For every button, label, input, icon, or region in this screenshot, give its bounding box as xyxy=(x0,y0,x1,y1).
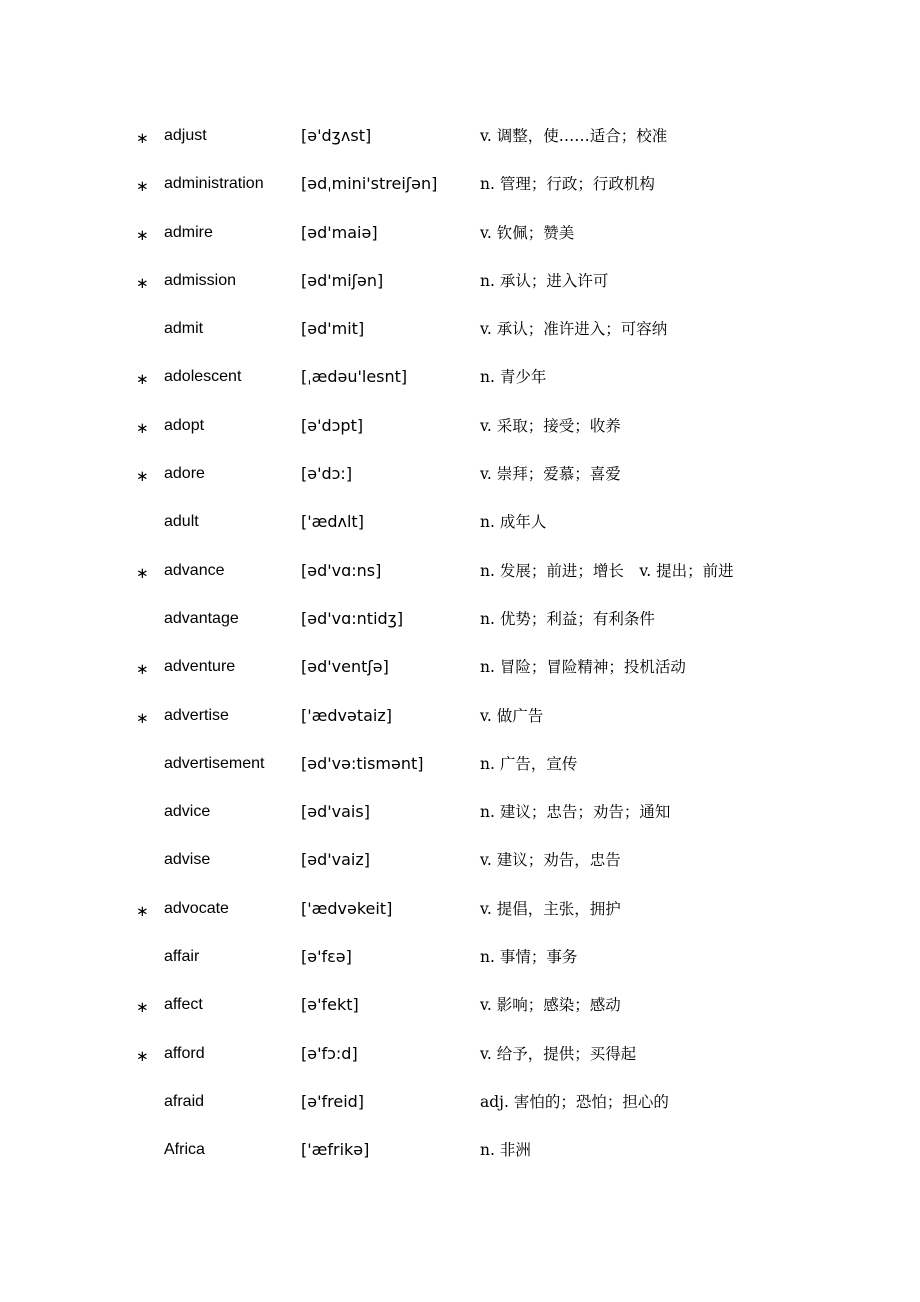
key-word-star: ∗ xyxy=(136,708,149,727)
word: administration xyxy=(164,175,264,193)
definition: v. 建议；劝告，忠告 xyxy=(480,851,621,870)
phonetic: ['æfrikə] xyxy=(301,1140,370,1160)
word: adult xyxy=(164,513,199,531)
definition: adj. 害怕的；恐怕；担心的 xyxy=(480,1092,669,1111)
phonetic: [ə'fekt] xyxy=(301,995,359,1015)
definition: n. 承认；进入许可 xyxy=(480,271,609,290)
definition: v. 采取；接受；收养 xyxy=(480,416,621,435)
phonetic: [ədˌmini'streiʃən] xyxy=(301,174,438,194)
vocab-entry xyxy=(0,112,920,160)
vocab-entry xyxy=(0,450,920,498)
word: adjust xyxy=(164,127,207,144)
phonetic: [ə'dɔpt] xyxy=(301,415,364,435)
key-word-star: ∗ xyxy=(136,129,149,147)
key-word-star: ∗ xyxy=(136,660,149,679)
vocab-entry xyxy=(0,788,920,836)
key-word-star: ∗ xyxy=(136,901,149,920)
definition: n. 广告，宣传 xyxy=(480,754,578,773)
definition: v. 做广告 xyxy=(480,706,544,725)
word: advance xyxy=(164,561,225,579)
phonetic: [əd'maiə] xyxy=(301,222,378,242)
definition: v. 调整，使……适合；校准 xyxy=(480,127,668,145)
vocab-entry xyxy=(0,836,920,884)
vocab-entry xyxy=(0,160,920,208)
word: adore xyxy=(164,465,205,483)
phonetic: [ə'fεə] xyxy=(301,947,352,967)
key-word-star: ∗ xyxy=(136,273,149,292)
phonetic: ['ædvətaiz] xyxy=(301,705,392,725)
definition: n. 事情；事务 xyxy=(480,948,578,967)
phonetic: [ə'dɔ:] xyxy=(301,464,353,484)
key-word-star: ∗ xyxy=(136,225,149,244)
vocab-entry xyxy=(0,933,920,981)
word: Africa xyxy=(164,1141,205,1159)
vocab-entry xyxy=(0,257,920,305)
key-word-star: ∗ xyxy=(136,177,149,196)
key-word-star: ∗ xyxy=(136,467,149,486)
phonetic: [ˌædəu'lesnt] xyxy=(301,367,408,387)
word: admire xyxy=(164,223,213,241)
word: advice xyxy=(164,803,211,821)
word: admit xyxy=(164,320,204,338)
phonetic: ['ædvəkeit] xyxy=(301,898,393,918)
word: afford xyxy=(164,1044,205,1062)
vocabulary-list xyxy=(0,112,920,1175)
word: affair xyxy=(164,948,200,966)
word: admission xyxy=(164,271,237,289)
phonetic: [ə'dʒʌst] xyxy=(301,126,372,145)
vocab-entry xyxy=(0,643,920,691)
vocab-entry xyxy=(0,1030,920,1078)
definition: n. 非洲 xyxy=(480,1141,531,1160)
vocab-entry xyxy=(0,1078,920,1126)
word: adopt xyxy=(164,416,205,434)
phonetic: [əd'və:tismənt] xyxy=(301,753,424,773)
vocab-entry xyxy=(0,1126,920,1174)
definition: n. 优势；利益；有利条件 xyxy=(480,609,655,628)
definition: v. 影响；感染；感动 xyxy=(480,996,621,1015)
definition: n. 管理；行政；行政机构 xyxy=(480,175,655,194)
definition: v. 提倡，主张，拥护 xyxy=(480,899,621,918)
vocab-entry xyxy=(0,547,920,595)
key-word-star: ∗ xyxy=(136,998,149,1017)
key-word-star: ∗ xyxy=(136,563,149,582)
phonetic: ['ædʌlt] xyxy=(301,512,364,532)
word: advocate xyxy=(164,899,229,917)
phonetic: [ə'fɔ:d] xyxy=(301,1043,358,1063)
phonetic: [əd'vaiz] xyxy=(301,850,370,870)
definition: n. 青少年 xyxy=(480,368,547,387)
word: advertise xyxy=(164,706,229,724)
definition: v. 钦佩；赞美 xyxy=(480,223,575,242)
word: adventure xyxy=(164,658,236,676)
definition: n. 冒险；冒险精神；投机活动 xyxy=(480,658,686,677)
word: advise xyxy=(164,851,211,869)
vocab-entry xyxy=(0,981,920,1029)
phonetic: [əd'vais] xyxy=(301,802,370,822)
definition: n. 发展；前进；增长 v. 提出；前进 xyxy=(480,561,734,580)
key-word-star: ∗ xyxy=(136,418,149,437)
vocab-entry xyxy=(0,595,920,643)
vocab-entry xyxy=(0,498,920,546)
definition: v. 崇拜；爱慕；喜爱 xyxy=(480,465,621,484)
vocab-entry xyxy=(0,402,920,450)
word: advantage xyxy=(164,609,239,627)
definition: v. 给予，提供；买得起 xyxy=(480,1044,637,1063)
phonetic: [ə'freid] xyxy=(301,1091,365,1111)
vocab-entry xyxy=(0,305,920,353)
vocab-entry xyxy=(0,692,920,740)
key-word-star: ∗ xyxy=(136,1046,149,1065)
word: advertisement xyxy=(164,754,265,772)
vocab-entry xyxy=(0,740,920,788)
word: adolescent xyxy=(164,368,242,386)
phonetic: [əd'miʃən] xyxy=(301,270,384,290)
vocab-entry xyxy=(0,353,920,401)
phonetic: [əd'vɑ:ntidʒ] xyxy=(301,608,404,628)
word: afraid xyxy=(164,1092,205,1110)
definition: n. 成年人 xyxy=(480,513,547,532)
vocab-entry xyxy=(0,209,920,257)
definition: n. 建议；忠告；劝告；通知 xyxy=(480,803,671,822)
phonetic: [əd'vɑ:ns] xyxy=(301,560,382,580)
word: affect xyxy=(164,996,203,1014)
definition: v. 承认；准许进入；可容纳 xyxy=(480,320,668,339)
phonetic: [əd'ventʃə] xyxy=(301,657,389,677)
key-word-star: ∗ xyxy=(136,370,149,389)
phonetic: [əd'mit] xyxy=(301,319,365,339)
vocab-entry xyxy=(0,885,920,933)
